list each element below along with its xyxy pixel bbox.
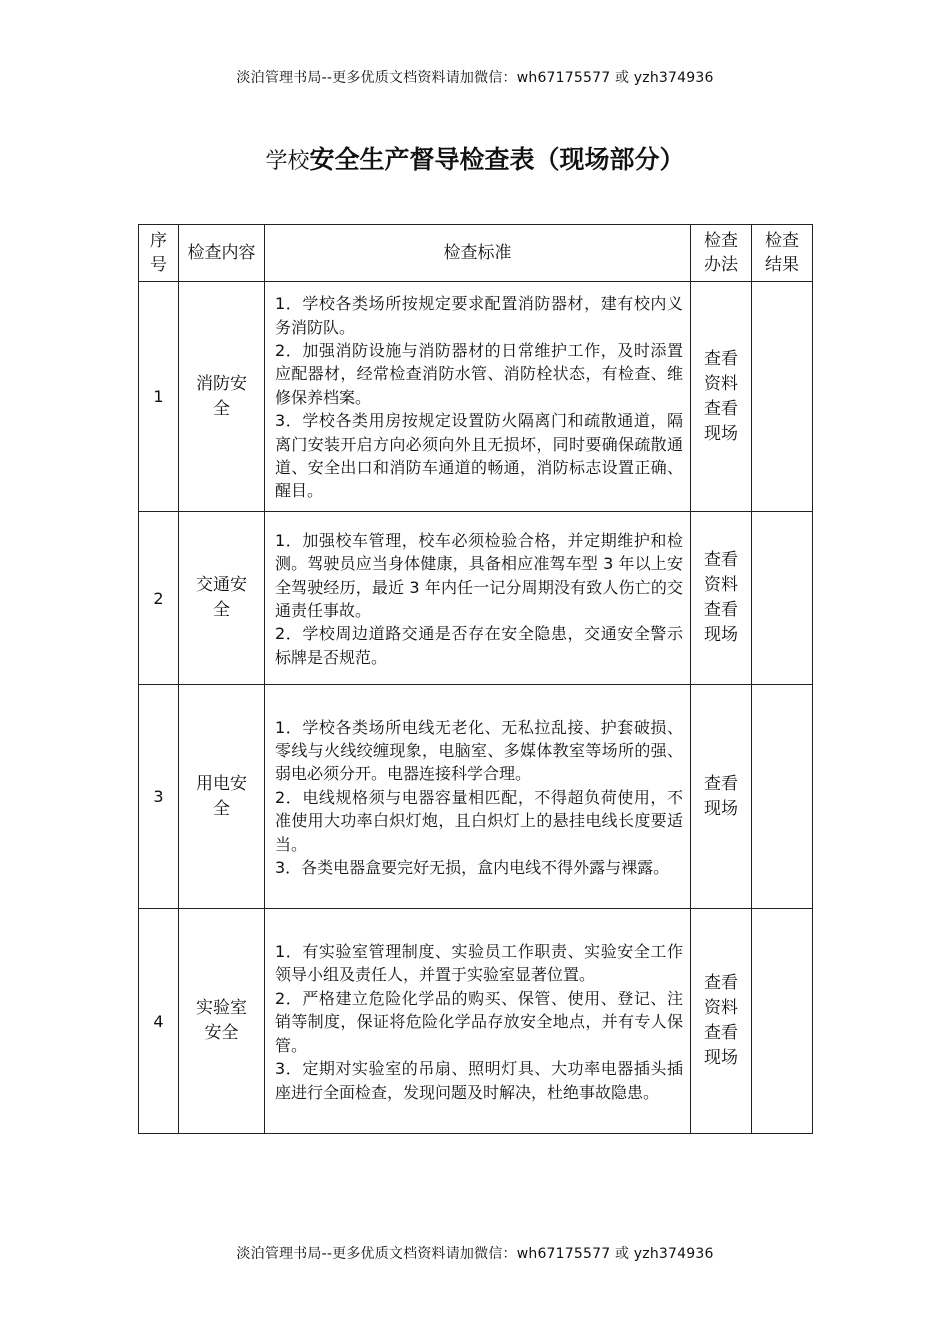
title-main: 安全生产督导检查表（现场部分） [309,145,685,174]
standard-item: 1．学校各类场所电线无老化、无私拉乱接、护套破损、零线与火线绞缠现象，电脑室、多媒体教室等场所的强、弱电必须分开。电器连接科学合理。 [275,717,683,784]
header-content: 检查内容 [179,225,265,282]
row-result [752,685,813,909]
standard-item: 2．学校周边道路交通是否存在安全隐患，交通安全警示标牌是否规范。 [275,624,683,667]
footer-watermark: 淡泊管理书局--更多优质文档资料请加微信：wh67175577 或 yzh374936 [236,1246,714,1262]
row-result [752,282,813,512]
row-result [752,512,813,685]
standard-item: 1．学校各类场所按规定要求配置消防器材，建有校内义务消防队。 [275,294,683,337]
standard-item: 1．加强校车管理，校车必须检验合格，并定期维护和检测。驾驶员应当身体健康，具备相应准驾车型 3 年以上安全驾驶经历，最近 3 年内任一记分周期没有致人伤亡的交通责任事故。 [275,530,683,620]
page-title [0,142,950,181]
standard-item: 3．各类电器盒要完好无损，盒内电线不得外露与裸露。 [275,858,670,878]
table-header-row [139,225,813,282]
row-standards [265,512,691,685]
row-num: 2 [139,512,179,685]
header-watermark: 淡泊管理书局--更多优质文档资料请加微信：wh67175577 或 yzh374936 [236,70,714,86]
standard-item: 1．有实验室管理制度、实验员工作职责、实验安全工作领导小组及责任人，并置于实验室显著位置。 [275,942,683,985]
table-row [139,282,813,512]
row-method: 查看资料查看现场 [691,512,752,685]
header-result: 检查结果 [752,225,813,282]
row-content: 消防安全 [179,282,265,512]
inspection-table [138,224,813,1134]
header-num: 序号 [139,225,179,282]
standard-item: 2．加强消防设施与消防器材的日常维护工作，及时添置应配器材，经常检查消防水管、消防栓状态，有检查、维修保养档案。 [275,340,683,407]
row-method: 查看资料查看现场 [691,282,752,512]
row-standards [265,282,691,512]
row-result [752,909,813,1134]
row-standards [265,685,691,909]
row-content: 实验室安全 [179,909,265,1134]
header-method: 检查办法 [691,225,752,282]
table-row [139,685,813,909]
row-num: 1 [139,282,179,512]
standard-item: 2．严格建立危险化学品的购买、保管、使用、登记、注销等制度，保证将危险化学品存放安全地点，并有专人保管。 [275,988,683,1055]
standard-item: 3．学校各类用房按规定设置防火隔离门和疏散通道，隔离门安装开启方向必须向外且无损坏，同时要确保疏散通道、安全出口和消防车通道的畅通，消防标志设置正确、醒目。 [275,411,683,501]
row-method: 查看现场 [691,685,752,909]
row-num: 3 [139,685,179,909]
row-num: 4 [139,909,179,1134]
row-content: 交通安全 [179,512,265,685]
table-row [139,512,813,685]
standard-item: 2．电线规格须与电器容量相匹配，不得超负荷使用，不准使用大功率白炽灯炮，且白炽灯上的悬挂电线长度要适当。 [275,787,683,854]
row-standards [265,909,691,1134]
header-standard: 检查标准 [265,225,691,282]
title-prefix: 学校 [265,149,310,174]
row-method: 查看资料查看现场 [691,909,752,1134]
row-content: 用电安全 [179,685,265,909]
table-row [139,909,813,1134]
standard-item: 3．定期对实验室的吊扇、照明灯具、大功率电器插头插座进行全面检查，发现问题及时解决，杜绝事故隐患。 [275,1059,683,1102]
